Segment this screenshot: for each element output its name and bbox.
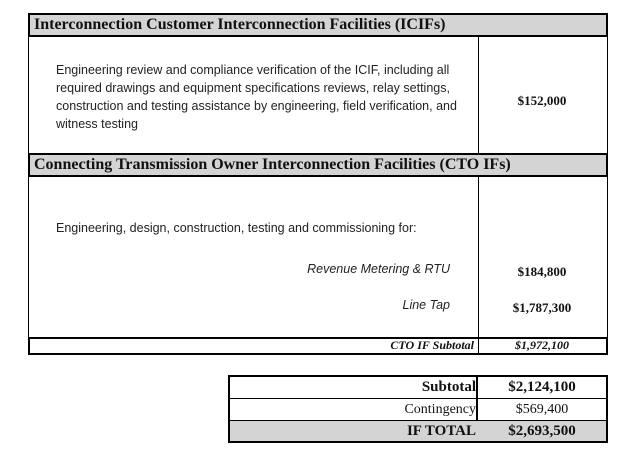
summary-total-row — [228, 421, 606, 443]
icif-section-header — [28, 13, 608, 37]
line-item-label: Revenue Metering & RTU — [307, 262, 450, 276]
summary-subtotal-value: $2,124,100 — [508, 379, 576, 395]
icif-section-title: Interconnection Customer Interconnection Facilities (ICIFs) — [34, 16, 446, 33]
summary-total-label: IF TOTAL — [406, 423, 476, 439]
line-item-label: Line Tap — [402, 298, 450, 312]
cto-section-header — [28, 153, 608, 177]
cto-subtotal-label: CTO IF Subtotal — [390, 338, 474, 352]
summary-contingency-label: Contingency — [404, 402, 476, 417]
icif-value: $152,000 — [517, 93, 567, 108]
summary-subtotal-row — [228, 376, 606, 398]
line-item-value: $1,787,300 — [512, 300, 572, 315]
summary-contingency-row — [228, 399, 606, 421]
icif-description: Engineering review and compliance verification of the ICIF, including all required drawings and equipment specifications reviews, relay settings, construction and testing assistance by engineering, field verification, and witness testing — [56, 63, 457, 131]
summary-total-value: $2,693,500 — [508, 423, 576, 439]
cto-description: Engineering, design, construction, testing and commissioning for: — [56, 221, 417, 235]
cto-section-title: Connecting Transmission Owner Interconnection Facilities (CTO IFs) — [34, 156, 511, 173]
summary-contingency-value: $569,400 — [515, 402, 569, 417]
cto-subtotal-value: $1,972,100 — [515, 338, 569, 352]
summary-subtotal-label: Subtotal — [421, 379, 476, 395]
line-item-value: $184,800 — [517, 264, 567, 279]
